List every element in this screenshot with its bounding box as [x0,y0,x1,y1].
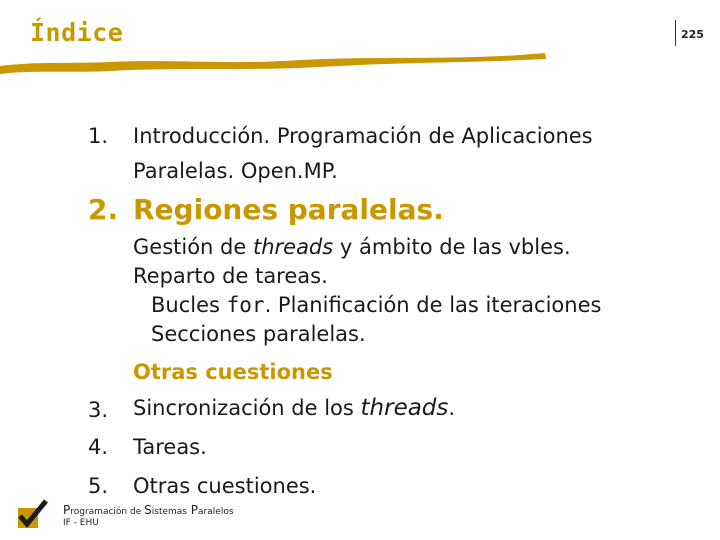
checkmark-box-icon [16,498,52,530]
footer-cap-s: S [144,503,152,517]
item-number-4: 4. [88,435,109,459]
footer-word-paralelos: aralelos [198,507,234,517]
subitem-threads-text-b: y ámbito de las vbles. [333,235,571,259]
footer-organization: IF - EHU [63,518,99,528]
item-1-line-2: Paralelas. Open.MP. [133,159,338,183]
subitem-sections: Secciones paralelas. [151,322,366,346]
subitem-loops-code: for [226,293,265,317]
footer-word-programacion: rogramación [70,507,128,517]
item-4-tasks: Tareas. [133,435,207,459]
title-underline-stroke [0,48,560,78]
item-3-emphasis: threads [360,395,449,421]
slide-title: Índice [30,18,124,47]
subitem-threads-emphasis: threads [252,235,334,259]
item-1-line-1: Introducción. Programación de Aplicaciones [133,124,593,148]
item-3-text-b: . [448,396,456,420]
item-number-5: 5. [88,474,109,498]
footer-word-sistemas: istemas [151,507,187,517]
item-number-1: 1. [88,124,109,148]
footer-word-de: de [127,507,145,517]
item-3-sync [133,394,455,422]
footer-cap-p: P [63,503,71,517]
item-number-2: 2. [88,193,119,226]
subitem-for-loops [151,291,601,319]
subitem-other-questions: Otras cuestiones [133,360,333,384]
item-3-text-a: Sincronización de los [133,396,361,420]
item-5-other: Otras cuestiones. [133,474,317,498]
item-number-3: 3. [88,398,109,422]
page-number: 225 [681,28,704,41]
subitem-loops-text-a: Bucles [151,293,227,317]
subitem-threads-scope [133,233,571,261]
footer-cap-p2: P [186,503,199,517]
subitem-threads-text-a: Gestión de [133,235,253,259]
subitem-work-sharing: Reparto de tareas. [133,264,328,288]
page-number-divider [675,20,676,46]
footer-course-name [63,503,234,517]
subitem-loops-text-b: . Planificación de las iteraciones [264,293,602,317]
item-2-heading: Regiones paralelas. [133,193,444,226]
